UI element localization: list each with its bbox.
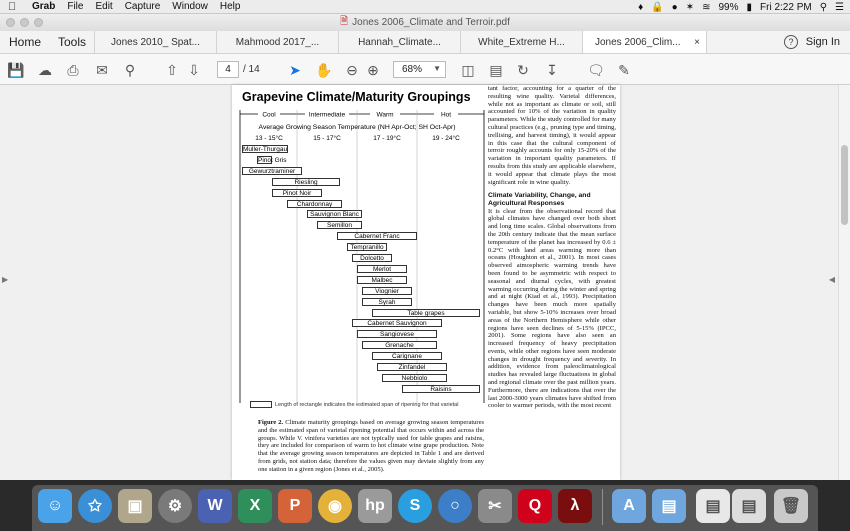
quizlet-icon[interactable]: Q bbox=[518, 489, 552, 523]
help-icon[interactable]: ? bbox=[784, 35, 798, 49]
wifi-icon[interactable]: ≋ bbox=[702, 1, 711, 13]
vertical-scrollbar[interactable] bbox=[838, 85, 850, 480]
lock-icon[interactable]: 🔒 bbox=[651, 1, 664, 13]
variety-bar: Pinot Noir bbox=[272, 189, 322, 197]
variety-bar: Raisins bbox=[402, 385, 480, 393]
select-cursor-icon[interactable]: ➤ bbox=[289, 61, 301, 78]
variety-bar: Malbec bbox=[357, 276, 407, 284]
document-tab[interactable]: Hannah_Climate... bbox=[339, 31, 461, 53]
system-preferences-icon[interactable]: ⚙ bbox=[158, 489, 192, 523]
zoom-select[interactable] bbox=[393, 61, 446, 78]
upload-cloud-icon[interactable]: ☁ bbox=[38, 61, 52, 78]
menu-bar bbox=[0, 0, 850, 14]
zone-label: Hot bbox=[440, 111, 452, 119]
variety-bar: Merlot bbox=[357, 265, 407, 273]
status-dot-icon[interactable]: ● bbox=[671, 1, 678, 13]
fit-page-icon[interactable]: ◫ bbox=[461, 61, 475, 78]
save-icon[interactable]: 💾 bbox=[7, 61, 25, 78]
page-total: / 14 bbox=[243, 64, 260, 75]
document-tab[interactable]: Mahmood 2017_... bbox=[217, 31, 339, 53]
variety-bar: Cabernet Franc bbox=[337, 232, 417, 240]
legend-text: Length of rectangle indicates the estimated span of ripening for that varietal bbox=[275, 401, 459, 408]
menu-edit[interactable]: Edit bbox=[95, 1, 113, 12]
trash-icon[interactable]: 🗑 bbox=[774, 489, 808, 523]
email-icon[interactable]: ✉ bbox=[96, 61, 108, 78]
left-panel-arrow-icon[interactable]: ▶ bbox=[2, 275, 9, 284]
variety-bar: Tempranillo bbox=[347, 243, 387, 251]
read-mode-icon[interactable]: ↧ bbox=[546, 61, 558, 78]
menu-grab[interactable]: Grab bbox=[32, 1, 56, 12]
menu-file[interactable]: File bbox=[67, 1, 84, 12]
variety-bar: Nebbiolo bbox=[382, 374, 447, 382]
variety-bar: Muller-Thurgau bbox=[243, 146, 288, 153]
search-icon[interactable]: ⚲ bbox=[124, 61, 136, 78]
paragraph: It is clear from the observational record that global climates have changed over both short and long time scales. Global observations from the 20th century indicate that the mean surface temperature of the planet has increased by 0.6 ± 0.2°C with land areas warming more than oceans (Houghton et al., 2001). In most cases observed atmospheric warming trends have been found to be asymmetric with respect to seasonal and diurnal cycles, with greatest warming occurring during the winter and spring and at night (Kiad et al., 1993). Precipitation changes have been much more spatially variable, but show 5-10% increases over broad areas of the Northern Hemisphere while other regions have seen declines of 5-15% (IPCC, 2001). Some regions have also seen an increased frequency of heavy precipitation events, while other regions have seen moderate changes in drought frequency and severity. In addition, evidence from paleoclimatological studies has revealed large fluctuations in global and regional climate over the past million years. Furthermore, there are indications that over the last 2000-3000 years climates have shifted from cooler to warmer periods, with the most recent bbox=[488, 207, 616, 410]
google-earth-icon[interactable]: ○ bbox=[438, 489, 472, 523]
zoom-out-icon[interactable]: ⊖ bbox=[346, 61, 358, 78]
temperature-range: 15 - 17°C bbox=[313, 135, 341, 142]
previous-page-icon[interactable]: ⇧ bbox=[166, 61, 178, 78]
apple-icon[interactable] bbox=[8, 1, 22, 13]
comment-icon[interactable]: 🗨 bbox=[587, 61, 605, 78]
zoom-value: 68% bbox=[402, 64, 423, 75]
gst-axis-label: Average Growing Season Temperature (NH Apr-Oct; SH Oct-Apr) bbox=[258, 124, 456, 131]
tab-bar bbox=[0, 31, 850, 54]
rotate-icon[interactable]: ↻ bbox=[517, 61, 529, 78]
variety-bar: Table grapes bbox=[372, 309, 480, 317]
text-column bbox=[488, 85, 616, 410]
dropbox-icon[interactable]: ♦ bbox=[638, 1, 644, 13]
close-tab-icon[interactable]: × bbox=[694, 36, 700, 48]
pdf-file-icon: 🗎 bbox=[340, 16, 349, 27]
documents-folder-icon[interactable]: ▤ bbox=[652, 489, 686, 523]
close-window-button[interactable] bbox=[6, 18, 15, 27]
window-controls bbox=[6, 18, 43, 27]
dock bbox=[32, 485, 818, 531]
temperature-range: 19 - 24°C bbox=[432, 135, 460, 142]
excel-icon[interactable]: X bbox=[238, 489, 272, 523]
battery-icon[interactable]: ▮ bbox=[746, 1, 753, 13]
menu-help[interactable]: Help bbox=[219, 1, 241, 12]
window-title: Jones 2006_Climate and Terroir.pdf bbox=[352, 17, 510, 28]
variety-bar: Sangiovese bbox=[357, 330, 437, 338]
print-icon[interactable]: ⎙ bbox=[67, 61, 79, 78]
menu-window[interactable]: Window bbox=[172, 1, 208, 12]
home-tab[interactable]: Home bbox=[8, 35, 41, 49]
figure-title: Grapevine Climate/Maturity Groupings bbox=[242, 90, 471, 104]
safari-icon[interactable]: ✩ bbox=[78, 489, 112, 523]
hp-utility-icon[interactable]: hp bbox=[358, 489, 392, 523]
temperature-range: 13 - 15°C bbox=[255, 135, 283, 142]
variety-bar: Chardonnay bbox=[287, 200, 342, 208]
window-title-bar bbox=[0, 14, 850, 31]
spotlight-icon[interactable]: ⚲ bbox=[819, 1, 828, 13]
menu-capture[interactable]: Capture bbox=[124, 1, 161, 12]
zone-label: Cool bbox=[262, 111, 276, 119]
tools-tab[interactable]: Tools bbox=[50, 31, 95, 53]
pdf-page bbox=[232, 85, 620, 480]
sign-in-link[interactable]: Sign In bbox=[805, 36, 840, 48]
finder-icon[interactable]: ☺ bbox=[38, 489, 72, 523]
variety-bar: Dolcetto bbox=[352, 254, 392, 262]
minimize-window-button[interactable] bbox=[20, 18, 29, 27]
hand-tool-icon[interactable]: ✋ bbox=[315, 61, 333, 78]
chevron-down-icon: ▼ bbox=[433, 64, 441, 73]
variety-bar: Syrah bbox=[362, 298, 412, 306]
scrolling-mode-icon[interactable]: ▤ bbox=[489, 61, 503, 78]
highlight-pen-icon[interactable]: ✎ bbox=[618, 61, 630, 78]
variety-bar: Pinot Gris bbox=[258, 156, 287, 164]
skype-icon[interactable]: S bbox=[398, 489, 432, 523]
page-number-input[interactable]: 4 bbox=[217, 61, 239, 78]
zoom-window-button[interactable] bbox=[34, 18, 43, 27]
clock[interactable]: Fri 2:22 PM bbox=[760, 1, 812, 13]
variety-bar: Semillon bbox=[317, 221, 362, 229]
next-page-icon[interactable]: ⇩ bbox=[188, 61, 200, 78]
preview-icon[interactable]: ▣ bbox=[118, 489, 152, 523]
variety-bar: Zinfandel bbox=[377, 363, 447, 371]
figure-caption bbox=[258, 419, 484, 474]
variety-bar: Grenache bbox=[362, 341, 437, 349]
downloads-stack-icon[interactable]: ▤ bbox=[732, 489, 766, 523]
section-heading: Climate Variability, Change, and Agricultural Responses bbox=[488, 192, 591, 207]
document-area[interactable] bbox=[0, 85, 850, 480]
scrollbar-thumb[interactable] bbox=[841, 145, 848, 225]
document-tab[interactable]: White_Extreme H... bbox=[461, 31, 583, 53]
acrobat-icon[interactable]: λ bbox=[558, 489, 592, 523]
zone-label: Intermediate bbox=[308, 111, 346, 119]
variety-bar: Carignane bbox=[372, 352, 442, 360]
chart-legend bbox=[250, 401, 458, 408]
document-tab[interactable]: Jones 2010_ Spat... bbox=[95, 31, 217, 53]
chrome-icon[interactable]: ◉ bbox=[318, 489, 352, 523]
variety-bar: Gewurztraminer bbox=[242, 167, 302, 175]
right-panel-arrow-icon[interactable]: ◀ bbox=[828, 275, 835, 284]
zone-label: Warm bbox=[376, 111, 394, 119]
word-icon[interactable]: W bbox=[198, 489, 232, 523]
zoom-in-icon[interactable]: ⊕ bbox=[367, 61, 379, 78]
document-stack-icon[interactable]: ▤ bbox=[696, 489, 730, 523]
grab-icon[interactable]: ✂ bbox=[478, 489, 512, 523]
notification-center-icon[interactable]: ☰ bbox=[835, 1, 844, 13]
dock-separator bbox=[602, 489, 603, 525]
caption-label: Figure 2. bbox=[258, 419, 284, 426]
applications-folder-icon[interactable]: A bbox=[612, 489, 646, 523]
battery-percent[interactable]: 99% bbox=[718, 1, 739, 13]
tab-label: Jones 2006_Clim... bbox=[595, 36, 681, 48]
variety-bar: Viognier bbox=[362, 287, 412, 295]
caption-text: Climate maturity groupings based on average growing season temperatures and the estimated span of varietal ripening potential that occurs within and across the groups. While V. vinifera varieties are not typically used for table grapes and raisins, they are included for comparison of warm to hot climate wine grape production. Note that the average growing season temperatures are depicted in Table 1 and are derived from grids, not station data; therefore the values given may deviate slightly from any one station in a given region (Jones et al., 2005). bbox=[258, 419, 484, 473]
document-toolbar bbox=[0, 54, 850, 85]
document-tab-active[interactable] bbox=[583, 31, 707, 53]
bluetooth-icon[interactable]: ✶ bbox=[685, 1, 695, 13]
legend-swatch bbox=[250, 401, 272, 408]
temperature-range: 17 - 19°C bbox=[373, 135, 401, 142]
variety-bar: Cabernet Sauvignon bbox=[352, 319, 442, 327]
powerpoint-icon[interactable]: P bbox=[278, 489, 312, 523]
variety-bar: Sauvignon Blanc bbox=[307, 210, 362, 218]
paragraph: tant factor, accounting for a quarter of the resulting wine quality. Varietal differences, while not as important as climate or soil, still accounted for 10% of the variation in quality parameters. While the study controlled for many cultural practices (e.g., pruning type and timing, trellising, and harvest timing), it would appear in this case that the cultural component of terroir roughly accounts for only 15-20% of the variation in important quality parameters. If results from this study are applicable elsewhere, it would appear that climate plays the most significant role in wine quality. bbox=[488, 85, 616, 186]
variety-bar: Riesling bbox=[272, 178, 340, 186]
